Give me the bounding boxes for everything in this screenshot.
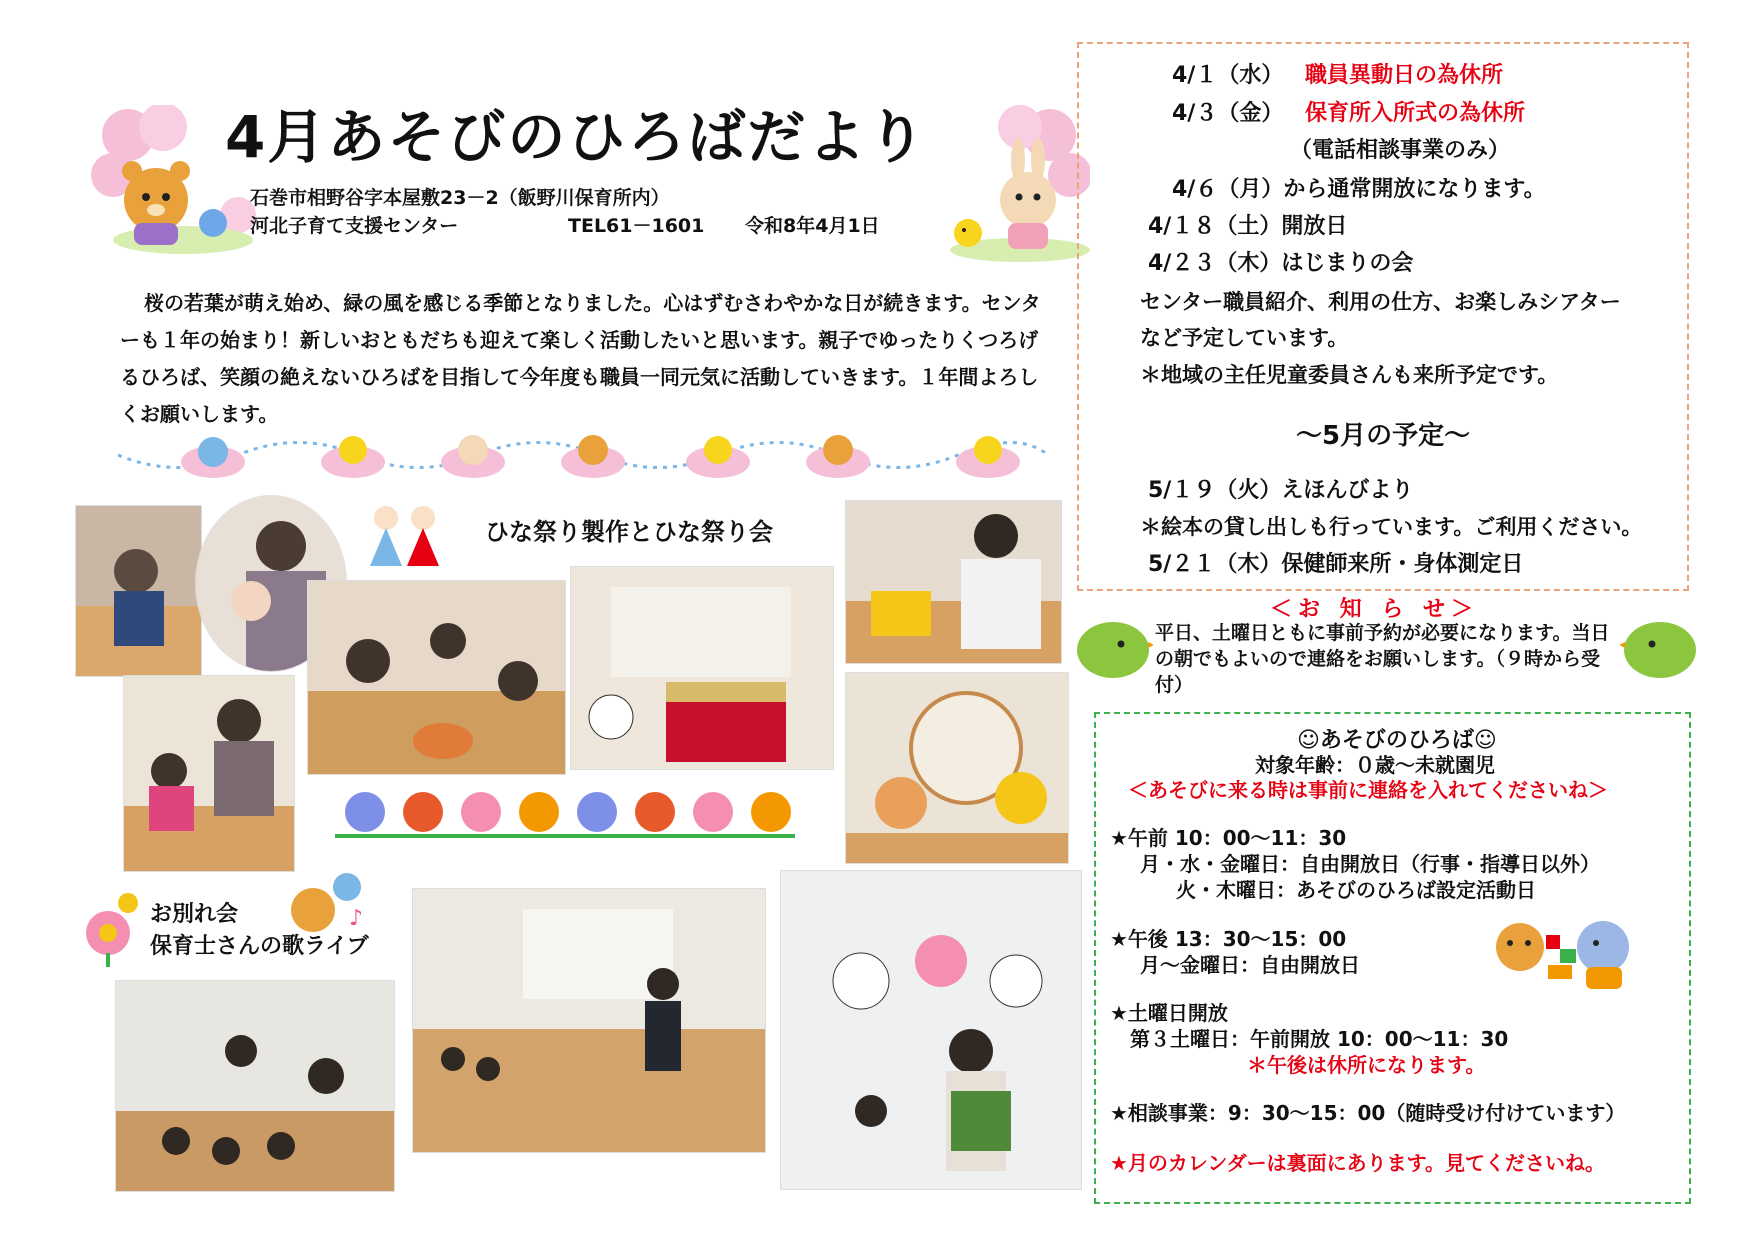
info-calendar-note: ★月のカレンダーは裏面にあります。見てくださいね。 (1110, 1151, 1606, 1175)
intro-paragraph (120, 285, 1045, 433)
farewell-caption-1: お別れ会 (150, 902, 239, 927)
info-consultation: ★相談事業：9：30～15：00（随時受け付けています） (1110, 1101, 1626, 1125)
issue-date: 令和8年4月1日 (745, 215, 880, 237)
photo-anpanman-display (845, 672, 1069, 864)
notice-body: 平日、土曜日ともに事前予約が必要になります。当日の朝でもよいので連絡をお願いします。（９時から受付） (1155, 622, 1610, 696)
photo-farewell-class (115, 980, 395, 1192)
info-saturday: ★土曜日開放 (1110, 1001, 1228, 1025)
notice-title: ＜お 知 ら せ＞ (1270, 597, 1479, 622)
info-am-line-1: 月・水・金曜日：自由開放日（行事・指導日以外） (1140, 852, 1600, 876)
farewell-caption-2: 保育士さんの歌ライブ (150, 934, 369, 959)
animal-garland-decoration (118, 430, 1048, 485)
intro-text: 桜の若葉が萌え始め、緑の風を感じる季節となりました。心はずむさわやかな日が続きます。センターも１年の始まり！新しいおともだちも迎えて楽しく活動したいと思います。親子でゆったりくつろげるひろば、笑顔の絶えないひろばを目指して今年度も職員一同元気に活動していきます。１年間よろしくお願いします。 (120, 291, 1041, 426)
schedule-note: ＊地域の主任児童委員さんも来所予定です。 (1140, 363, 1559, 387)
info-am-hours: ★午前 10：00～11：30 (1110, 826, 1347, 850)
photo-hina-party-group (307, 580, 566, 775)
flower-fairy-icon (68, 888, 148, 968)
sakura-rabbit-illustration (930, 105, 1090, 265)
schedule-apr1-date: 4/１（水） (1172, 63, 1284, 88)
schedule-phone-only: （電話相談事業のみ） (1290, 138, 1511, 163)
schedule-apr3-text: 保育所入所式の為休所 (1305, 101, 1526, 126)
info-am-line-2: 火・木曜日：あそびのひろば設定活動日 (1176, 878, 1536, 902)
may-heading: ～5月の予定～ (1296, 421, 1471, 451)
photo-hina-doll-display (570, 566, 834, 770)
info-target-age: 対象年齢：０歳～未就園児 (1255, 753, 1495, 777)
schedule-apr23-detail: センター職員紹介、利用の仕方、お楽しみシアター (1140, 290, 1621, 314)
photo-song-live-room (412, 888, 766, 1153)
info-contact-note: ＜あそびに来る時は事前に連絡を入れてくださいね＞ (1128, 778, 1608, 802)
photo-farewell-flowers (780, 870, 1082, 1190)
phone-number: TEL61－1601 (568, 215, 705, 237)
flower-row-decoration (335, 790, 795, 848)
address-line: 石巻市相野谷字本屋敷23－2（飯野川保育所内） (250, 187, 670, 209)
center-name: 河北子育て支援センター (250, 215, 459, 237)
schedule-may-note: ＊絵本の貸し出しも行っています。ご利用ください。 (1140, 515, 1643, 539)
schedule-apr18: 4/１８（土）開放日 (1148, 214, 1348, 239)
svg-text:♪: ♪ (349, 906, 364, 931)
music-bear-icon (285, 865, 370, 940)
hina-dolls-icon (358, 498, 450, 568)
photo-hina-mother-toddler (123, 675, 295, 872)
page-title: 4月あそびのひろばだより (225, 103, 928, 171)
info-heading: ☺あそびのひろば☺ (1297, 728, 1497, 753)
schedule-apr6: 4/６（月）から通常開放になります。 (1172, 177, 1546, 202)
schedule-apr1-text: 職員異動日の為休所 (1305, 63, 1504, 88)
photo-hina-craft-child (75, 505, 202, 677)
info-pm-hours: ★午後 13：30～15：00 (1110, 927, 1347, 951)
schedule-apr23-detail-2: など予定しています。 (1140, 326, 1349, 350)
info-saturday-line-2: ＊午後は休所になります。 (1247, 1053, 1486, 1077)
bear-elephant-blocks-illustration (1488, 905, 1638, 1000)
info-saturday-line-1: 第３土曜日：午前開放 10：00～11：30 (1130, 1027, 1509, 1051)
schedule-may21: 5/２１（木）保健師来所・身体測定日 (1148, 552, 1524, 577)
info-pm-line-1: 月～金曜日：自由開放日 (1140, 953, 1360, 977)
schedule-apr23: 4/２３（木）はじまりの会 (1148, 251, 1414, 276)
hina-caption: ひな祭り製作とひな祭り会 (485, 518, 773, 546)
leaf-bird-left-icon (1073, 612, 1153, 682)
photo-picture-book-mother (845, 500, 1062, 664)
leaf-bird-right-icon (1620, 612, 1700, 682)
schedule-may19: 5/１９（火）えほんびより (1148, 478, 1414, 503)
schedule-apr3-date: 4/３（金） (1172, 101, 1284, 126)
